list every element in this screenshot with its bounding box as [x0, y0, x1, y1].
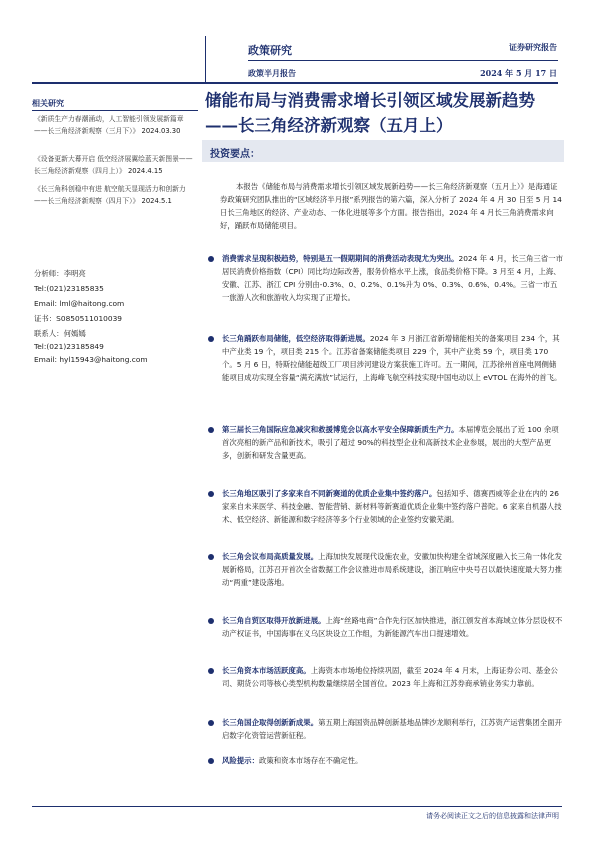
footer-disclaimer: 请务必阅读正文之后的信息披露和法律声明: [426, 812, 559, 820]
analyst-email[interactable]: Email: lml@haitong.com: [34, 299, 125, 308]
related-item-text: 《长三角科创稳中有进 航空航天显现活力和创新力——长三角经济新观察（四月下）》: [34, 185, 186, 205]
bullet-item: [208, 664, 563, 690]
bullet-body: 包括知乎、德赛西威等企业在内的 26 家来自未来医学、科技金融、智能营销、新材料等新赛道优质企业集中签约落户普陀。6 家来自机器人技术、低空经济、新能源和数字经济等多个行业领域的企业签约安徽芜湖。: [222, 489, 562, 524]
bullet-heading: 第三届长三角国际应急减灾和救援博览会以高水平安全保障新质生产力。: [222, 425, 459, 434]
contact-email[interactable]: Email: hyl15943@haitong.com: [34, 355, 148, 364]
analyst-cert: 证书：S0850511010039: [34, 314, 122, 323]
related-item[interactable]: [34, 183, 196, 207]
bullet-dot-icon: [208, 720, 214, 726]
bullet-dot-icon: [208, 668, 214, 674]
bullet-item: [208, 487, 563, 526]
header-rule-bottom: [32, 82, 558, 84]
bullet-heading: 长三角会议布局高质量发展。: [222, 552, 319, 561]
header-rule: [248, 60, 558, 61]
bullet-dot-icon: [208, 427, 214, 433]
bullet-dot-icon: [208, 554, 214, 560]
related-item-date: 2024.4.15: [127, 167, 163, 175]
bullet-body: 本届博览会展出了近 100 余项首次亮相的新产品和新技术，吸引了超过 90%的科技型企业和高新技术企业参展，展出的大型产品更多，创新和研发含量更高。: [222, 425, 559, 460]
bullet-item: [208, 550, 563, 589]
bullet-item: [208, 614, 563, 640]
header-vertical-rule: [205, 36, 206, 82]
bullet-item: [208, 423, 563, 462]
bullet-dot-icon: [208, 491, 214, 497]
bullet-body: 政策和资本市场存在不确定性。: [258, 756, 363, 765]
bullet-item: [208, 716, 563, 742]
bullet-heading: 长三角自贸区取得开放新进展。: [222, 616, 326, 625]
report-subtype: 政策半月报告: [248, 68, 296, 78]
bullet-heading: 风险提示：: [222, 756, 259, 765]
bullet-dot-icon: [208, 336, 214, 342]
intro-paragraph: 本报告《储能布局与消费需求增长引领区域发展新趋势——长三角经济新观察（五月上）》是海通证券政策研究团队推出的“区域经济半月报”系列报告的第六篇，深入分析了 2024 年 4 月 30 日至 5 月 14 日长三角地区的经济、产业动态、一体化进展等多个方面。报告指出，2024 年 4 月长三角消费需求向好，踊跃布局储能项目。: [220, 182, 562, 230]
bullet-body: 2024 年 3 月浙江省新增储能相关的备案项目 234 个，其中产业类 19 个，项目类 215 个。江苏省备案储能类项目 229 个，其中产业类 59 个，项目类 170 个。5 月 6 日，特斯拉储能超级工厂项目涉河建设方案获施工许可。五一期间，江苏徐州首座电网侧储能项目成功实现全容量“满充满放”试运行，上海峰飞航空科技实现中国电动以上 eVTOL 在海外的首飞。: [222, 334, 562, 382]
bullet-dot-icon: [208, 618, 214, 624]
related-rule: [32, 110, 198, 111]
bullet-body: 2024 年 4 月，长三角三省一市居民消费价格指数（CPI）同比均边际改善，服务价格水平上涨，食品类价格下降。3 月至 4 月，上海、安徽、江苏、浙江 CPI 分别由-0.3%、0、0.2%、0.1%升为 0%、0.3%、0.6%、0.4%。三省一市五一旅游人次和旅游收入均实现了正增长。: [222, 254, 563, 302]
page-title: 储能布局与消费需求增长引领区域发展新趋势——长三角经济新观察（五月上）: [205, 91, 535, 135]
bullet-body: 上海“丝路电商”合作先行区加快推进，浙江颁发首本海域立体分层设权不动产权证书，中国海事在义乌区块设立工作组，为新能源汽车出口提速增效。: [222, 616, 563, 638]
bullet-heading: 长三角踊跃布局储能，低空经济取得新进展。: [222, 334, 370, 343]
bullet-heading: 消费需求呈现积极趋势，特别是五一假期期间的消费活动表现尤为突出。: [222, 254, 459, 263]
bullet-item: [208, 754, 563, 767]
bullet-body: 第五期上海国资品牌创新基地品牌沙龙顺利举行，江苏资产运营集团全面开启数字化资管运营新征程。: [222, 718, 562, 740]
related-item[interactable]: [34, 153, 196, 177]
contact-tel: Tel:(021)23185849: [34, 342, 104, 351]
report-type: 政策研究: [248, 44, 292, 57]
investment-label: 投资要点：: [210, 149, 260, 160]
bullet-heading: 长三角地区吸引了多家来自不同新赛道的优质企业集中签约落户。: [222, 489, 437, 498]
bullet-dot-icon: [208, 758, 214, 764]
analyst-tel: Tel:(021)23185835: [34, 284, 104, 293]
related-item-text: 《新质生产力春潮涌动，人工智能引领发展新篇章——长三角经济新观察（三月下）》: [34, 115, 184, 135]
bullet-body: 上海加快发展现代设施农业，安徽加快构建全省域深度融入长三角一体化发展新格局，江苏召开首次全省数据工作会议推进市局系统建设，浙江响应中央号召以最快速度最大努力推动“两重”建设落地。: [222, 552, 562, 587]
bullet-heading: 长三角国企取得创新新成果。: [222, 718, 319, 727]
bullet-dot-icon: [208, 256, 214, 262]
report-date: 2024 年 5 月 17 日: [480, 68, 557, 78]
analyst-name: 分析师：李明亮: [34, 269, 86, 278]
bullet-heading: 长三角资本市场活跃度高。: [222, 666, 311, 675]
bullet-item: [208, 252, 563, 304]
footer-rule: [32, 806, 562, 807]
related-item-date: 2024.5.1: [141, 197, 172, 205]
bullet-item: [208, 332, 563, 384]
related-research-title: 相关研究: [32, 99, 64, 108]
bullet-body: 上海资本市场地位持续巩固，截至 2024 年 4 月末，上海证券公司、基金公司、期货公司等核心类型机构数量继续居全国首位。2023 年上海和江苏券商承销业务实力靠前。: [222, 666, 558, 688]
report-category: 证券研究报告: [509, 42, 557, 52]
related-item-date: 2024.03.30: [141, 127, 181, 135]
related-item-text: 《设备更新大幕开启 低空经济展翼绘蓝天新图景——长三角经济新观察（四月上）》: [34, 155, 193, 175]
contact-name: 联系人：何嫣嫣: [34, 329, 86, 338]
related-item[interactable]: [34, 113, 196, 137]
